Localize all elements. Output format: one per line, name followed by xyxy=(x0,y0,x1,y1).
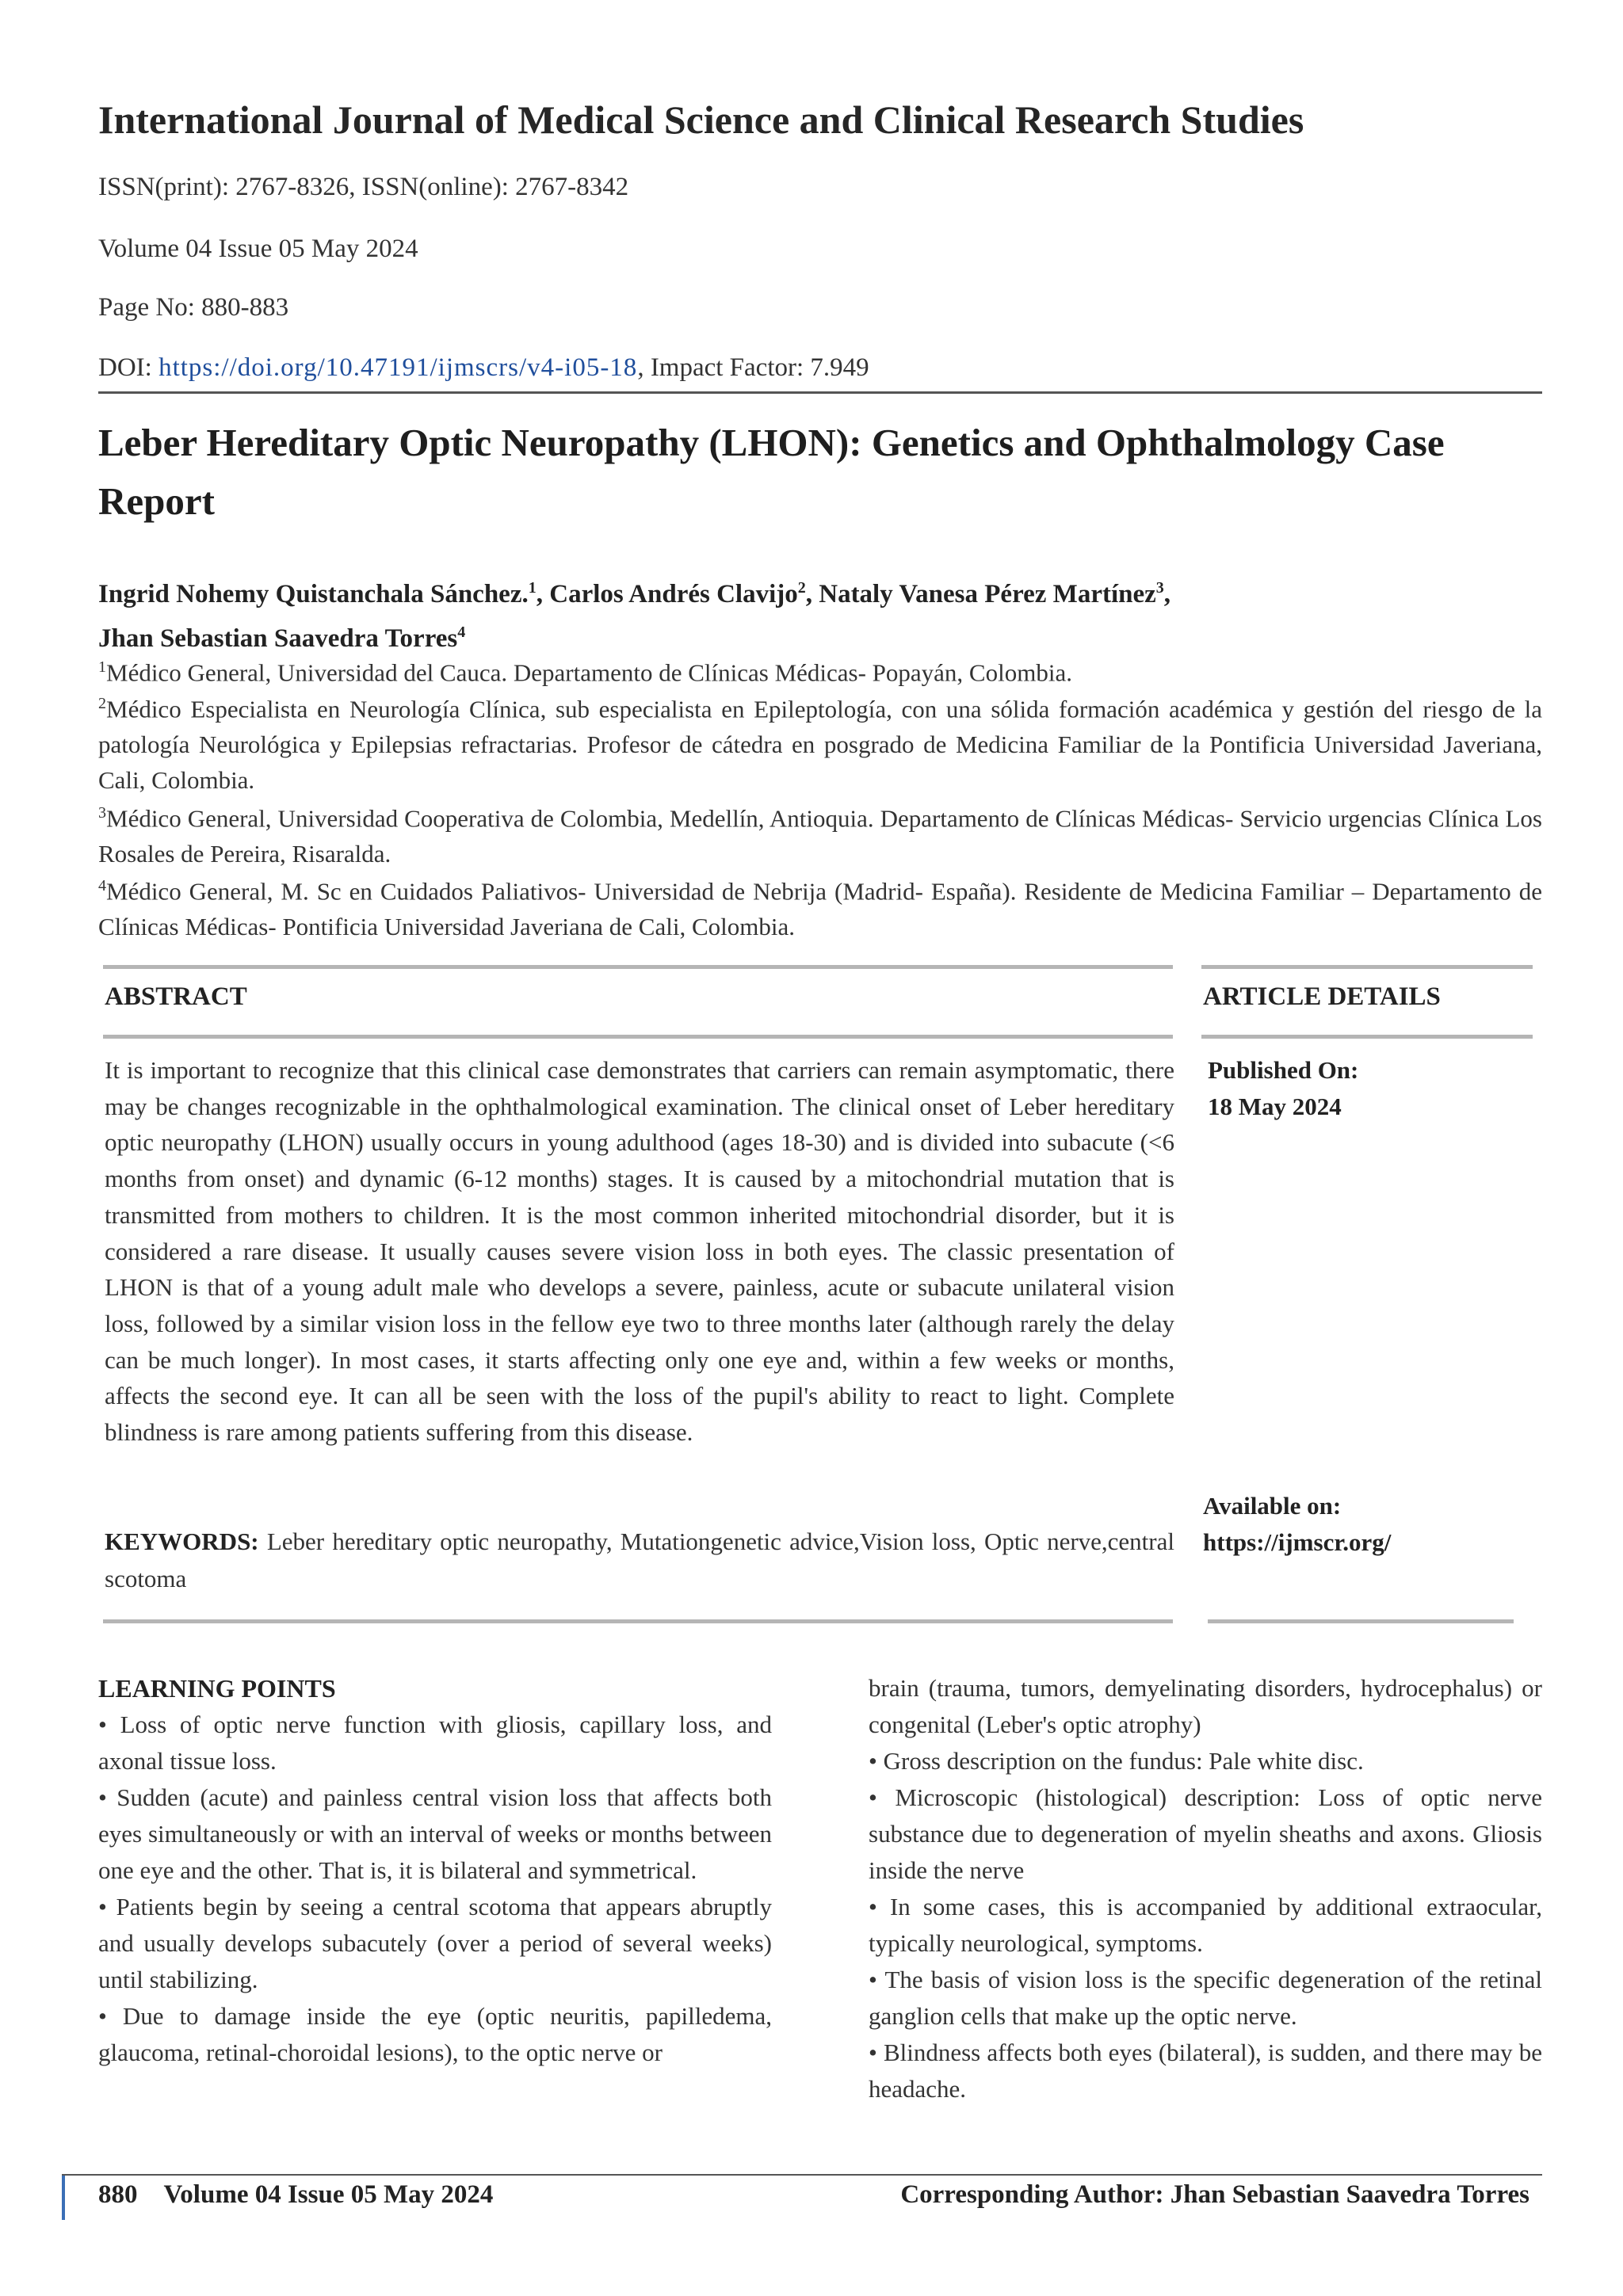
learning-point: • Patients begin by seeing a central scotoma that appears abruptly and usually develops subacutely (over a period of several weeks) until stabilizing. xyxy=(98,1893,772,1993)
doi-suffix: , Impact Factor: 7.949 xyxy=(637,353,869,382)
abstract-top-rule xyxy=(103,965,1173,969)
learning-points-left-column xyxy=(98,1670,772,2071)
details-heading-rule xyxy=(1201,1035,1533,1039)
footer-page-number: 880 xyxy=(98,2180,138,2209)
author-2: Carlos Andrés Clavijo$^2$, xyxy=(549,579,819,608)
article-title: Leber Hereditary Optic Neuropathy (LHON): Genetics and Ophthalmology Case Report xyxy=(98,421,1445,523)
footer-volume: Volume 04 Issue 05 May 2024 xyxy=(163,2180,494,2209)
author-4: Jhan Sebastian Saavedra Torres$^4$ xyxy=(98,624,466,653)
keywords-text: Leber hereditary optic neuropathy, Mutationgenetic advice,Vision loss, Optic nerve,central scotoma xyxy=(105,1527,1174,1592)
learning-point: • Sudden (acute) and painless central vision loss that affects both eyes simultaneously or with an interval of weeks or months between one eye and the other. That is, it is bilateral and symmetrical. xyxy=(98,1783,772,1884)
details-bottom-rule xyxy=(1208,1619,1514,1623)
footer-divider xyxy=(62,2174,1542,2176)
author-3: Nataly Vanesa Pérez Martínez$^3$, xyxy=(819,579,1171,608)
affiliation-2: $^2$Médico Especialista en Neurología Clínica, sub especialista en Epileptología, con una sólida formación académica y gestión del riesgo de la patología Neurológica y Epilepsias refractarias. Profesor de cátedra en posgrado de Medicina Familiar de la Pontificia Universidad Javeriana, Cali, Colombia. xyxy=(98,695,1542,795)
page-numbers: Page No: 880-883 xyxy=(98,293,289,322)
learning-point: • Loss of optic nerve function with gliosis, capillary loss, and axonal tissue loss. xyxy=(98,1711,772,1775)
doi-line xyxy=(98,353,869,383)
details-top-rule xyxy=(1201,965,1533,969)
volume-line: Volume 04 Issue 05 May 2024 xyxy=(98,235,418,263)
abstract-bottom-rule xyxy=(103,1619,1173,1623)
abstract-text: It is important to recognize that this clinical case demonstrates that carriers can remain asymptomatic, there may be changes recognizable in the ophthalmological examination. The clinical onset of Leber hereditary optic neuropathy (LHON) usually occurs in young adulthood (ages 18-30) and is divided into subacute (<6 months from onset) and dynamic (6-12 months) stages. It is caused by a mitochondrial mutation that is transmitted from mothers to children. It is the most common inherited mitochondrial disorder, but it is considered a rare disease. It usually causes severe vision loss in both eyes. The classic presentation of LHON is that of a young adult male who develops a severe, painless, acute or subacute unilateral vision loss, followed by a similar vision loss in the fellow eye two to three months later (although rarely the delay can be much longer). In most cases, it starts affecting only one eye and, within a few weeks or months, affects the second eye. It can all be seen with the loss of the pupil's ability to react to light. Complete blindness is rare among patients suffering from this disease. xyxy=(105,1056,1174,1447)
available-url[interactable]: https://ijmscr.org/ xyxy=(1203,1528,1392,1556)
affiliation-1: $^1$Médico General, Universidad del Cauca. Departamento de Clínicas Médicas- Popayán, Colombia. xyxy=(98,658,1072,687)
learning-point: brain (trauma, tumors, demyelinating disorders, hydrocephalus) or congenital (Leber's optic atrophy) xyxy=(869,1674,1542,1738)
learning-points-right-column xyxy=(869,1670,1542,2107)
published-label: Published On: xyxy=(1208,1056,1359,1084)
keywords-label: KEYWORDS: xyxy=(105,1527,259,1555)
footer-accent-bar xyxy=(62,2176,65,2220)
abstract-heading-rule xyxy=(103,1035,1173,1039)
affiliation-3: $^3$Médico General, Universidad Cooperativa de Colombia, Medellín, Antioquia. Departamento de Clínicas Médicas- Servicio urgencias Clínica Los Rosales de Pereira, Risaralda. xyxy=(98,804,1542,868)
author-list xyxy=(98,569,1549,658)
affiliation-4: $^4$Médico General, M. Sc en Cuidados Paliativos- Universidad de Nebrija (Madrid- España). Residente de Medicina Familiar – Departamento de Clínicas Médicas- Pontificia Universidad Javeriana de Cali, Colombia. xyxy=(98,877,1542,941)
author-1: Ingrid Nohemy Quistanchala Sánchez.$^1$, xyxy=(98,579,550,608)
learning-points-heading: LEARNING POINTS xyxy=(98,1674,336,1703)
keywords xyxy=(105,1523,1174,1597)
doi-link[interactable]: https://doi.org/10.47191/ijmscrs/v4-i05-18 xyxy=(158,353,638,382)
article-details-heading: ARTICLE DETAILS xyxy=(1203,982,1441,1011)
learning-point: • Blindness affects both eyes (bilateral), is sudden, and there may be headache. xyxy=(869,2039,1542,2103)
issn-line: ISSN(print): 2767-8326, ISSN(online): 2767-8342 xyxy=(98,173,629,201)
available-label: Available on: xyxy=(1203,1492,1342,1520)
learning-point: • Due to damage inside the eye (optic neuritis, papilledema, glaucoma, retinal-choroidal lesions), to the optic nerve or xyxy=(98,2002,772,2066)
learning-point: • The basis of vision loss is the specific degeneration of the retinal ganglion cells that make up the optic nerve. xyxy=(869,1966,1542,2030)
doi-prefix: DOI: xyxy=(98,353,159,382)
header-divider xyxy=(98,391,1542,394)
footer-page-info xyxy=(98,2180,493,2210)
abstract-heading: ABSTRACT xyxy=(105,982,247,1011)
journal-title: International Journal of Medical Science and Clinical Research Studies xyxy=(98,97,1304,142)
learning-point: • Gross description on the fundus: Pale white disc. xyxy=(869,1747,1364,1775)
learning-point: • In some cases, this is accompanied by additional extraocular, typically neurological, symptoms. xyxy=(869,1893,1542,1957)
footer-corresponding-author: Corresponding Author: Jhan Sebastian Saavedra Torres xyxy=(900,2180,1529,2209)
published-date: 18 May 2024 xyxy=(1208,1093,1342,1120)
learning-point: • Microscopic (histological) description: Loss of optic nerve substance due to degeneration of myelin sheaths and axons. Gliosis inside the nerve xyxy=(869,1783,1542,1884)
